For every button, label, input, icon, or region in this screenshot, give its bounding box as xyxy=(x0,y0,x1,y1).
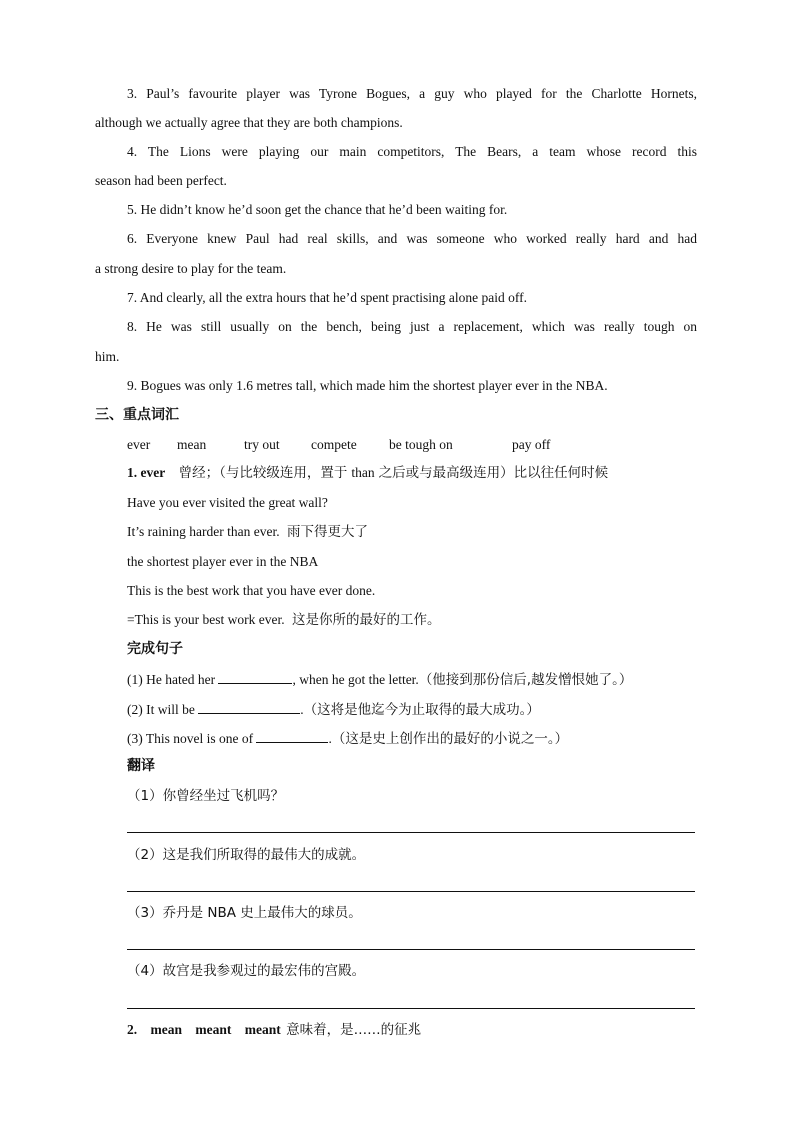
ever-def-cn-1: 曾经；（与比较级连用，置于 xyxy=(178,465,348,481)
translate-answer-line-1[interactable] xyxy=(127,832,695,833)
sentence-4-line-1: 4. The Lions were playing our main competitors, The Bears, a team whose record this xyxy=(127,144,697,159)
complete-q3-start: (3) This novel is one of xyxy=(127,731,254,746)
key-word-try-out: try out xyxy=(244,437,280,452)
translate-heading: 翻译 xyxy=(127,758,155,774)
translate-item-2: （2）这是我们所取得的最伟大的成就。 xyxy=(127,847,366,863)
sentence-6-line-2: a strong desire to play for the team. xyxy=(95,261,287,276)
complete-q3-blank[interactable] xyxy=(256,728,328,743)
section-3-heading: 三、重点词汇 xyxy=(95,407,179,423)
ever-example-5 xyxy=(127,611,440,629)
complete-q1-end: , when he got the letter. xyxy=(292,672,419,687)
translate-answer-line-4[interactable] xyxy=(127,1008,695,1009)
ever-example-1: Have you ever visited the great wall? xyxy=(127,495,328,510)
sentence-6-line-1: 6. Everyone knew Paul had real skills, and was someone who worked really hard and had xyxy=(127,231,697,246)
translate-item-4: （4）故宫是我参观过的最宏伟的宫殿。 xyxy=(127,963,366,979)
translate-answer-line-3[interactable] xyxy=(127,949,695,950)
mean-def-cn: 意味着，是……的征兆 xyxy=(286,1022,422,1038)
key-word-pay-off: pay off xyxy=(512,437,551,452)
ever-example-2-cn: 雨下得更大了 xyxy=(286,524,368,540)
ever-def-en: than xyxy=(351,465,375,480)
ever-head: 1. ever xyxy=(127,465,166,480)
sentence-5: 5. He didn’t know he’d soon get the chance that he’d been waiting for. xyxy=(127,202,508,217)
complete-q1-start: (1) He hated her xyxy=(127,672,216,687)
translate-item-3: （3）乔丹是 NBA 史上最伟大的球员。 xyxy=(127,905,362,921)
complete-q1-cn: （他接到那份信后,越发憎恨她了。） xyxy=(418,672,633,688)
ever-definition xyxy=(127,464,608,482)
sentence-4-line-2: season had been perfect. xyxy=(95,173,227,188)
sentence-3-line-2: although we actually agree that they are both champions. xyxy=(95,115,403,130)
ever-example-5-en: =This is your best work ever. xyxy=(127,612,285,627)
ever-example-2 xyxy=(127,523,368,541)
ever-example-5-cn: 这是你所的最好的工作。 xyxy=(291,612,441,628)
sentence-8-line-1: 8. He was still usually on the bench, being just a replacement, which was really tough on xyxy=(127,319,697,334)
complete-question-3 xyxy=(127,728,568,748)
complete-q1-blank[interactable] xyxy=(218,669,292,684)
complete-question-1 xyxy=(127,669,632,689)
translate-answer-line-2[interactable] xyxy=(127,891,695,892)
translate-item-1: （1）你曾经坐过飞机吗？ xyxy=(127,788,285,804)
complete-q3-cn: （这是史上创作出的最好的小说之一。） xyxy=(331,731,569,747)
complete-q3-end: . xyxy=(328,731,332,746)
complete-sentences-heading: 完成句子 xyxy=(127,641,183,657)
key-word-mean: mean xyxy=(177,437,207,452)
key-word-be-tough-on: be tough on xyxy=(389,437,453,452)
ever-example-3: the shortest player ever in the NBA xyxy=(127,554,319,569)
complete-q2-blank[interactable] xyxy=(198,699,300,714)
ever-example-2-en: It’s raining harder than ever. xyxy=(127,524,280,539)
complete-question-2 xyxy=(127,699,540,719)
complete-q2-end: . xyxy=(300,702,304,717)
sentence-3-line-1: 3. Paul’s favourite player was Tyrone Bogues, a guy who played for the Charlotte Hornets, xyxy=(127,86,697,101)
sentence-7: 7. And clearly, all the extra hours that he’d spent practising alone paid off. xyxy=(127,290,528,305)
sentence-8-line-2: him. xyxy=(95,349,120,364)
mean-head: 2. mean meant meant xyxy=(127,1022,281,1037)
ever-def-cn-2: 之后或与最高级连用）比以往任何时候 xyxy=(378,465,609,481)
ever-example-4: This is the best work that you have ever done. xyxy=(127,583,376,598)
complete-q2-start: (2) It will be xyxy=(127,702,195,717)
complete-q2-cn: （这将是他迄今为止取得的最大成功。） xyxy=(303,702,540,718)
mean-definition xyxy=(127,1021,421,1039)
key-word-ever: ever xyxy=(127,437,151,452)
key-word-compete: compete xyxy=(311,437,357,452)
sentence-9: 9. Bogues was only 1.6 metres tall, which made him the shortest player ever in the NBA. xyxy=(127,378,608,393)
